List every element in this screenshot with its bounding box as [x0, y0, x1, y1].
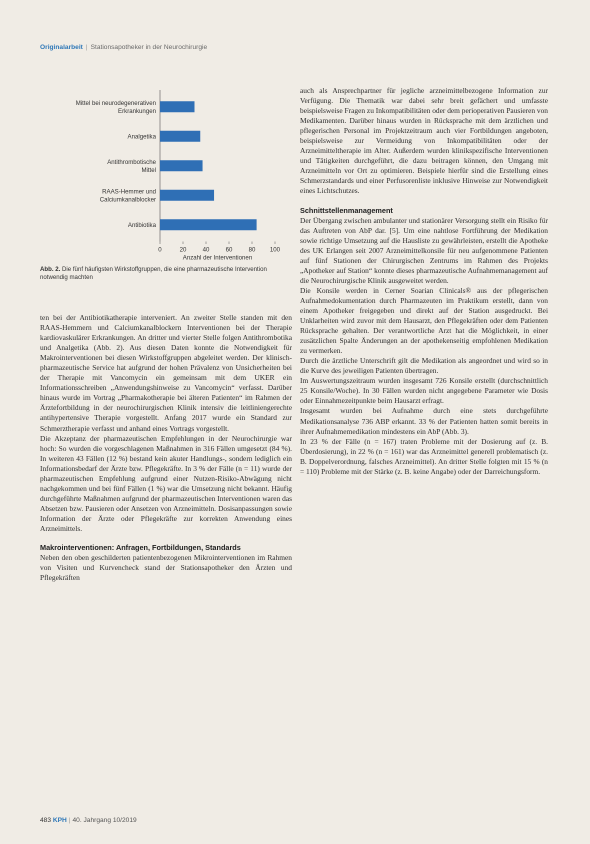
left-paragraph-2: Die Akzeptanz der pharmazeutischen Empfehlungen in der Neurochirurgie war hoch: So wurden die vorgeschlagenen Maßnahmen in 316 Fällen umgesetzt (84 %). In weiteren 43 Fällen (12 %) bestand kein akuter Handlungs-, sondern lediglich ein Informationsbedarf der Ärzte bzw. Pflegekräfte. In 3 % der Fälle (n = 11) wurde der pharmazeutischen Empfehlung aufgrund einer Nutzen-Risiko-Abwägung nicht nachgekommen und bei fünf Fällen (1 %) war die Umsetzung nicht bekannt. Häufig durchgeführte Maßnahmen aufgrund der pharmazeutischen Interventionen waren das Absetzen bzw. Pausieren oder Ansetzen von Arzneimitteln. Dosisanpassungen sowie Information der Ärzte oder Pflegekräfte zur korrekten Anwendung eines Arzneimittels. [40, 433, 292, 533]
figure-caption [40, 266, 292, 283]
category-label-2: Analgetika [127, 133, 156, 141]
x-axis-label: Anzahl der Interventionen [182, 254, 253, 262]
interface-paragraph-4: Im Auswertungszeitraum wurden insgesamt 726 Konsile erstellt (durchschnittlich 25 Konsile/Woche). In 30 Fällen wurden nicht angegebene Parameter wie Dosis oder Einnahmezeitpunkte beim Hausarzt erfragt. [300, 376, 548, 406]
header-category: Originalarbeit [40, 44, 83, 51]
bar-5 [160, 219, 257, 230]
header-separator: | [85, 44, 88, 51]
journal-brand: KPH [52, 817, 67, 824]
interface-paragraph-5: Insgesamt wurden bei Aufnahme durch eine stets durchgeführte Medikationsanalyse 736 ABP erkannt. 33 % der Patienten hatten somit bereits in ihrer Aufnahmemedikation mindestens ein AbP (Abb. 3). [300, 406, 548, 436]
footer-separator: | [68, 817, 71, 824]
running-header [40, 44, 207, 51]
category-label-3: Antithrombotische Mittel [107, 158, 156, 174]
figure-bar-chart [40, 86, 290, 266]
caption-text: Die fünf häufigsten Wirkstoffgruppen, die eine pharmazeutische Intervention notwendig machten [40, 266, 267, 282]
interface-paragraph-2: Die Konsile werden in Cerner Soarian Clinicals® aus der pflegerischen Aufnahmedokumentation durch Pharmazeuten im Praktikum erstellt, dann von einem Apotheker freigegeben und direkt auf der Station ausgedruckt. Bei Unklarheiten wird zuvor mit dem Hausarzt, den Pflegekräften oder dem Patienten Rücksprache gehalten. Der verantwortliche Arzt hat die Möglichkeit, in einer zusätzlichen Spalte Änderungen an der apothekenseitig empfohlenen Medikation zu vermerken. [300, 285, 548, 356]
interface-paragraph-6: In 23 % der Fälle (n = 167) traten Probleme mit der Dosierung auf (z. B. Überdosierung), in 22 % (n = 161) war das Arzneimittel generell problematisch (z. B. Doppelverordnung, falsches Arzneimittel). An dritter Stelle folgten mit 15 % (n = 110) Probleme mit der Stärke (z. B. keine Angabe) oder der Darreichungsform. [300, 436, 548, 476]
chart-svg [40, 86, 290, 266]
bar-4 [160, 190, 214, 201]
bar-3 [160, 160, 203, 171]
macro-heading: Makrointerventionen: Anfragen, Fortbildungen, Standards [40, 543, 241, 553]
x-tick-label-6: 100 [269, 246, 281, 254]
category-label-5: Antibiotika [127, 221, 156, 229]
page-footer [40, 817, 137, 824]
left-paragraph-1: ten bei der Antibiotikatherapie interveniert. An zweiter Stelle standen mit den RAAS-Hemmern und Calciumkanalblockern Interventionen bei der Therapie kardiovaskulärer Erkrankungen. An dritter und vierter Stelle folgen Antithrombotika und Analgetika (Abb. 2). Aus diesen Daten konnte die Notwendigkeit für Makrointerventionen bei diesen Wirkstoffgruppen abgeleitet werden. Der klinisch-pharmazeutische Service hat aufgrund der hohen Prävalenz von Unsicherheiten bei der Therapie mit Vancomycin ein gemeinsam mit dem UKER ein Informationsschreiben „Anwendungshinweise zu Vancomycin“ verfasst. Darüber hinaus wurde im Vortrag „Pharmakotherapie bei älteren Patienten“ im Rahmen der Ärztefortbildung in der neurochirurgischen Klinik intensiv die leitliniengerechte antihypertensive Therapie vorgestellt. Anfang 2017 wurde ein Standard zur Schmerztherapie verfasst und anhand eines Vortrags vorgestellt. [40, 313, 292, 433]
interface-paragraph-1: Der Übergang zwischen ambulanter und stationärer Versorgung stellt ein Risiko für das Auftreten von AbP dar. [5]. Um eine nahtlose Fortführung der Medikation sowie richtige Umsetzung auf die Hausliste zu gewährleisten, erstellt die Apotheke des UK Erlangen seit 2007 Arzneimittelkonsile für neu aufgenommene Patienten auf fünf Stationen der Chirurgischen Zentrums im Rahmen des Projekts „Apotheker auf Station“ konnte dieses pharmazeutische Aufnahmemanagement auf die Neurochirurgische Klinik ausgeweitet werden. [300, 215, 548, 285]
paragraph-gap [300, 197, 548, 206]
caption-label: Abb. 2. [40, 266, 61, 273]
journal-volume: 40. Jahrgang 10/2019 [72, 817, 137, 824]
x-tick-label-3: 40 [202, 246, 210, 254]
header-topic: Stationsapotheker in der Neurochirurgie [90, 44, 208, 51]
x-tick-label-4: 60 [225, 246, 233, 254]
left-column [40, 313, 292, 583]
category-label-1: Mittel bei neurodegenerativen Erkrankungen [75, 99, 156, 115]
right-column [300, 86, 548, 477]
x-tick-label-1: 0 [158, 246, 162, 254]
macro-paragraph: Neben den oben geschilderten patientenbezogenen Mikrointerventionen im Rahmen von Visiten und Kurvencheck stand der Stationsapotheker den Ärzten und Pflegekräften [40, 553, 292, 583]
interface-paragraph-3: Durch die ärztliche Unterschrift gilt die Medikation als angeordnet und wird so in die Kurve des jeweiligen Patienten übertragen. [300, 356, 548, 376]
bar-2 [160, 131, 200, 142]
interface-heading: Schnittstellenmanagement [300, 205, 393, 215]
x-tick-label-5: 80 [248, 246, 256, 254]
paragraph-gap [40, 534, 292, 543]
category-label-4: RAAS-Hemmer und Calciumkanalblocker [99, 188, 156, 204]
bar-1 [160, 101, 195, 112]
x-tick-label-2: 20 [179, 246, 187, 254]
right-paragraph-1: auch als Ansprechpartner für jegliche arzneimittelbezogene Information zur Verfügung. Die Thematik war dabei sehr breit gefächert und umfasste beispielsweise Fragen zu Inkompatibilitäten oder dem perioperativen Pausieren von Medikamenten. Darüber hinaus wurden in Rücksprache mit dem ärztlichen und pflegerischen Personal im Projektzeitraum auch vier Fortbildungen angeboten, beispielsweise zur Vermeidung von Inkompatibilitäten oder der Arzneimitteltherapie im Alter. Außerdem wurden klinikspezifische Interventionen und Tätigkeiten durchgeführt, die dazu beitragen können, den Umgang mit Arzneimitteln vor Ort zu optimieren. Beispiele hierfür sind die Erstellung eines Schmerzstandards und einer Perfusorenliste inklusive Hinweise zur Notwendigkeit eines Lichtschutzes. [300, 86, 548, 196]
page-number: 483 [40, 817, 52, 824]
